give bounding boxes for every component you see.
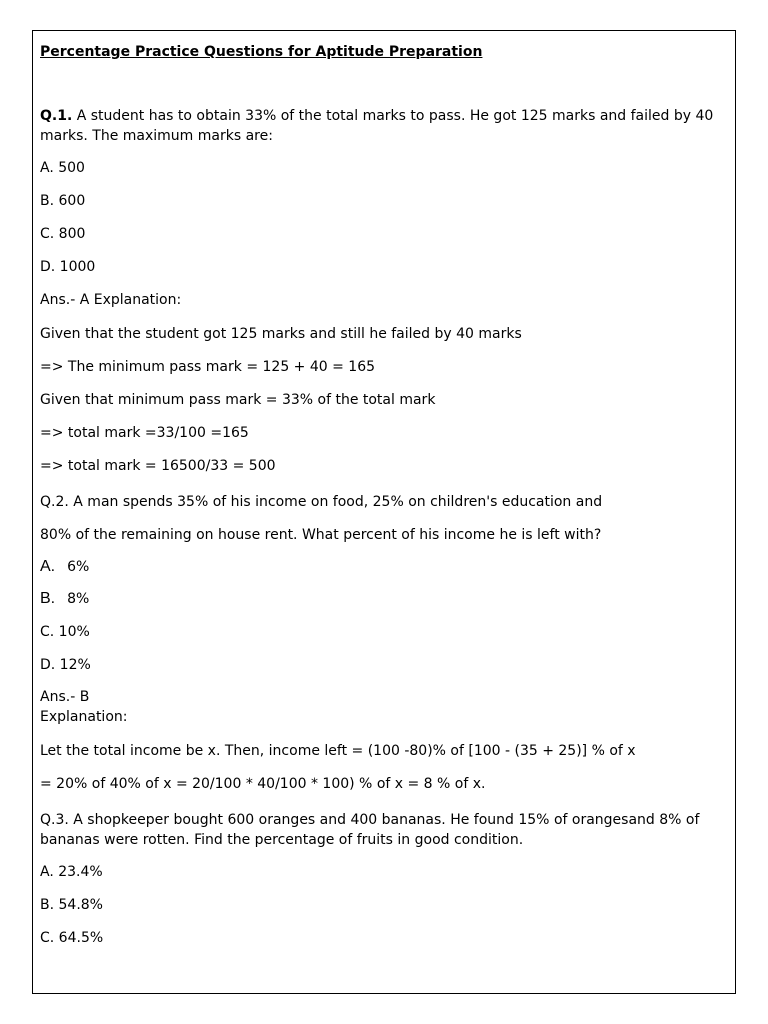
question-2-explanation-line-2: = 20% of 40% of x = 20/100 * 40/100 * 100) % of x = 8 % of x. [40,776,486,792]
question-2-answer: Ans.- B [40,689,90,705]
question-1-option-a: A. 500 [40,160,85,176]
question-2-option-c: C. 10% [40,624,90,640]
document-content [40,42,730,948]
document-title: Percentage Practice Questions for Aptitude Preparation [40,44,483,60]
question-2-option-a [40,557,730,577]
question-2-explanation-label: Explanation: [40,709,128,725]
question-1-body: A student has to obtain 33% of the total marks to pass. He got 125 marks and failed by 40 marks. The maximum marks are: [40,108,714,144]
question-2-option-b-value: 8% [67,591,90,607]
question-1-text [40,106,730,146]
question-1-explanation-line-5: => total mark = 16500/33 = 500 [40,458,276,474]
question-1-answer: Ans.- A Explanation: [40,292,182,308]
question-2-option-a-letter: A. [40,558,56,575]
question-3-option-a: A. 23.4% [40,864,103,880]
question-2-option-b [40,589,730,609]
question-1-option-c: C. 800 [40,226,86,242]
question-1-number: Q.1. [40,108,73,124]
question-2-text-line-1: Q.2. A man spends 35% of his income on food, 25% on children's education and [40,494,603,510]
question-2 [40,492,730,794]
question-2-option-a-value: 6% [67,559,90,575]
question-3-option-b: B. 54.8% [40,897,103,913]
question-2-option-b-letter: B. [40,590,56,607]
question-3 [40,810,730,948]
question-2-option-d: D. 12% [40,657,91,673]
question-3-option-c: C. 64.5% [40,930,104,946]
question-1-explanation-line-1: Given that the student got 125 marks and still he failed by 40 marks [40,326,522,342]
question-1-explanation-line-4: => total mark =33/100 =165 [40,425,249,441]
question-1-explanation-line-3: Given that minimum pass mark = 33% of the total mark [40,392,436,408]
question-1-option-b: B. 600 [40,193,86,209]
question-1 [40,106,730,476]
question-1-explanation-line-2: => The minimum pass mark = 125 + 40 = 165 [40,359,376,375]
question-2-explanation-line-1: Let the total income be x. Then, income left = (100 -80)% of [100 - (35 + 25)] % of x [40,743,636,759]
question-1-option-d: D. 1000 [40,259,96,275]
question-3-text: Q.3. A shopkeeper bought 600 oranges and 400 bananas. He found 15% of orangesand 8% of bananas were rotten. Find the percentage of fruits in good condition. [40,812,700,848]
question-2-text-line-2: 80% of the remaining on house rent. What percent of his income he is left with? [40,527,602,543]
